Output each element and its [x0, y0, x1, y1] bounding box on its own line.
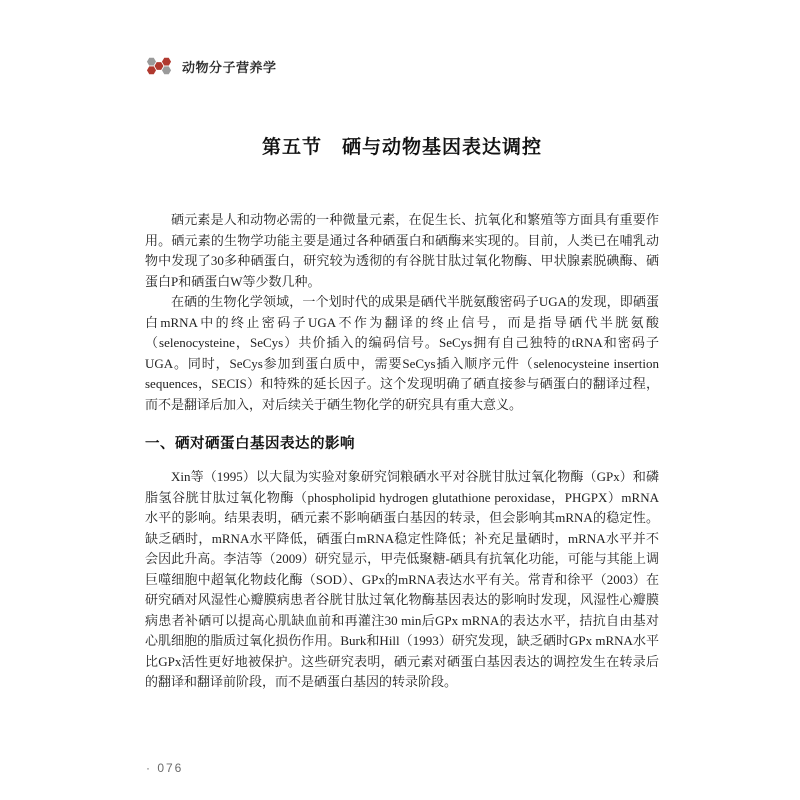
subsection-heading: 一、硒对硒蛋白基因表达的影响 — [145, 436, 355, 452]
book-title: 动物分子营养学 — [182, 60, 277, 75]
chapter-title: 第五节 硒与动物基因表达调控 — [261, 137, 542, 158]
page-footer — [146, 761, 183, 775]
body-paragraph: 硒元素是人和动物必需的一种微量元素，在促生长、抗氧化和繁殖等方面具有重要作用。硒元素的生物学功能主要是通过各种硒蛋白和硒酶来实现的。目前，人类已在哺乳动物中发现了30多种硒蛋白，研究较为透彻的有谷胱甘肽过氧化物酶、甲状腺素脱碘酶、硒蛋白P和硒蛋白W等少数几种。 — [145, 212, 659, 289]
body-paragraph: Xin等（1995）以大鼠为实验对象研究饲粮硒水平对谷胱甘肽过氧化物酶（GPx）和磷脂氢谷胱甘肽过氧化物酶（phospholipid hydrogen glutathione peroxidase，PHGPX）mRNA水平的影响。结果表明，硒元素不影响硒蛋白基因的转录，但会影响其mRNA的稳定性。缺乏硒时，mRNA水平降低，硒蛋白mRNA稳定性降低；补充足量硒时，mRNA水平并不会因此升高。李洁等（2009）研究显示，甲壳低聚糖-硒具有抗氧化功能，可能与其能上调巨噬细胞中超氧化物歧化酶（SOD）、GPx的mRNA表达水平有关。常青和徐平（2003）在研究硒对风湿性心瓣膜病患者谷胱甘肽过氧化物酶基因表达的影响时发现，风湿性心瓣膜病患者补硒可以提高心肌缺血前和再灌注30 min后GPx mRNA的表达水平，拮抗自由基对心肌细胞的脂质过氧化损伤作用。Burk和Hill（1993）研究发现，缺乏硒时GPx mRNA水平比GPx活性更好地被保护。这些研究表明，硒元素对硒蛋白基因表达的调控发生在转录后的翻译和翻译前阶段，而不是硒蛋白基因的转录阶段。 — [145, 469, 659, 689]
page-number: · 076 — [146, 761, 184, 775]
body-paragraph: 在硒的生物化学领域，一个划时代的成果是硒代半胱氨酸密码子UGA的发现，即硒蛋白mRNA中的终止密码子UGA不作为翻译的终止信号，而是指导硒代半胱氨酸（selenocysteine，SeCys）共价插入的编码信号。SeCys拥有自己独特的tRNA和密码子UGA。同时，SeCys参加到蛋白质中，需要SeCys插入顺序元件（selenocysteine insertion sequences，SECIS）和特殊的延长因子。这个发现明确了硒直接参与硒蛋白的翻译过程，而不是翻译后加入，对后续关于硒生物化学的研究具有重大意义。 — [145, 294, 659, 412]
page-content — [145, 0, 659, 693]
